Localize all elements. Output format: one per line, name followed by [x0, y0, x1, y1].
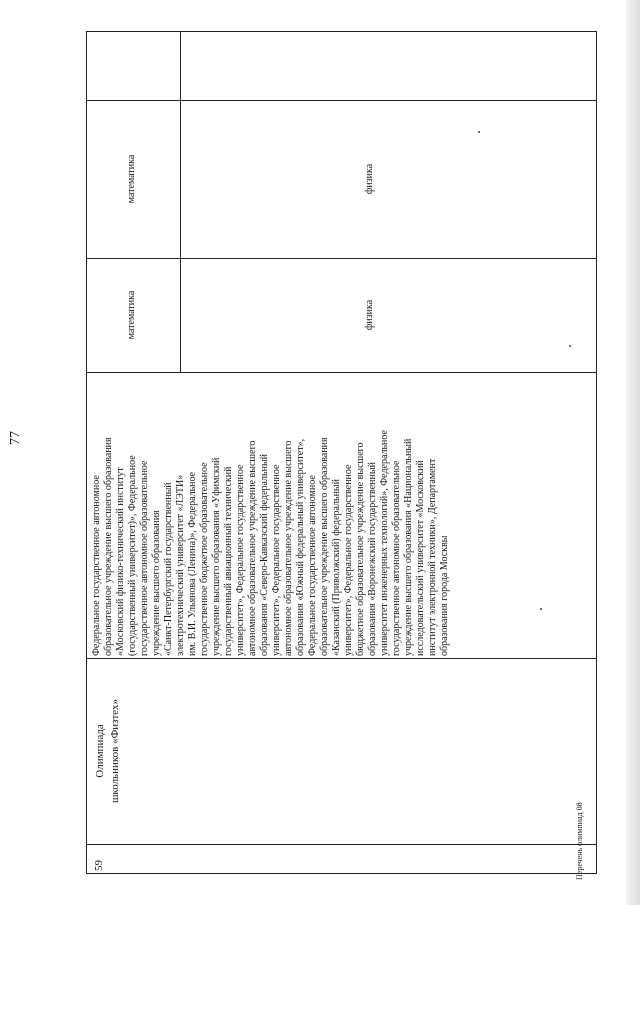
- organizers-line: электротехнический университет «ЛЭТИ»: [175, 474, 186, 656]
- footer-text: Перечень олимпиад 08: [575, 802, 584, 880]
- organizers-line: институт электронной техники», Департамент: [427, 458, 438, 656]
- organizers-line: «Казанский (Приволжский) федеральный: [331, 478, 342, 656]
- organizers-line: университет», Федеральное государственное: [235, 464, 246, 656]
- level-2: [181, 0, 596, 31]
- olympiad-name: Олимпиада школьников «Физтех»: [94, 698, 121, 804]
- scan-speck: [540, 608, 542, 610]
- organizers-line: им. В.И. Ульянова (Ленина)», Федеральное: [187, 471, 198, 656]
- page-number: 77: [8, 431, 23, 445]
- organizers-line: университет инженерных технологий», Федеральное: [379, 430, 390, 656]
- organizers-line: Федеральное государственное автономное: [91, 475, 102, 656]
- organizers-line: учреждение высшего образования: [151, 510, 162, 656]
- organizers-line: государственное автономное образовательное: [391, 460, 402, 656]
- organizers-line: образовательное учреждение высшего образования: [319, 437, 330, 656]
- organizers-line: образовательное учреждение высшего образования: [103, 437, 114, 656]
- organizers-line: исследовательский университет «Московский: [415, 460, 426, 656]
- organizers-line: университет», Федеральное государственное: [271, 464, 282, 656]
- level-cell-1: [87, 31, 180, 100]
- organizers-line: образования «Воронежский государственный: [367, 462, 378, 656]
- subject-name-2: физика: [364, 163, 375, 195]
- organizers-line: университет», Федеральное государственное: [343, 464, 354, 656]
- organizers-line: учреждение высшего образования «Национальный: [403, 438, 414, 656]
- organizers-line: (государственный университет)», Федеральное: [127, 455, 138, 656]
- organizers-cell: [87, 430, 527, 944]
- subject-name-1: математика: [126, 154, 137, 204]
- level-1: [87, 0, 180, 31]
- row-number: 59: [92, 860, 105, 871]
- profile-name-2: физика: [364, 299, 375, 331]
- scan-speck: [569, 345, 571, 347]
- organizers-line: Федеральное государственное автономное: [307, 475, 318, 656]
- level-cell-2: [181, 31, 596, 100]
- organizers-line: государственный авиационный технический: [223, 466, 234, 656]
- subject-cell-1: [87, 154, 180, 416]
- organizers-line: «Московский физико-технический институт: [115, 467, 126, 656]
- scan-speck: [478, 131, 480, 133]
- organizers-line: государственное бюджетное образовательное: [199, 462, 210, 656]
- organizers-line: «Санкт-Петербургский государственный: [163, 482, 174, 656]
- organizers-line: бюджетное образовательное учреждение высшего: [355, 442, 366, 656]
- table-border-right: [596, 31, 597, 874]
- organizers-line: государственное автономное образовательное: [139, 460, 150, 656]
- subject-cell-2: [181, 163, 596, 416]
- profile-name-1: математика: [126, 290, 137, 340]
- organizers-line: автономное образовательное учреждение высшего: [247, 440, 258, 656]
- organizers-line: образования города Москвы: [439, 535, 450, 656]
- organizers-line: автономное образовательное учреждение высшего: [283, 440, 294, 656]
- organizers-line: учреждение высшего образования «Уфимский: [211, 457, 222, 656]
- page-edge: [626, 0, 640, 905]
- organizers-line: образования «Южный федеральный университет»,: [295, 438, 306, 656]
- organizers-line: образования «Северо-Кавказский федеральный: [259, 453, 270, 656]
